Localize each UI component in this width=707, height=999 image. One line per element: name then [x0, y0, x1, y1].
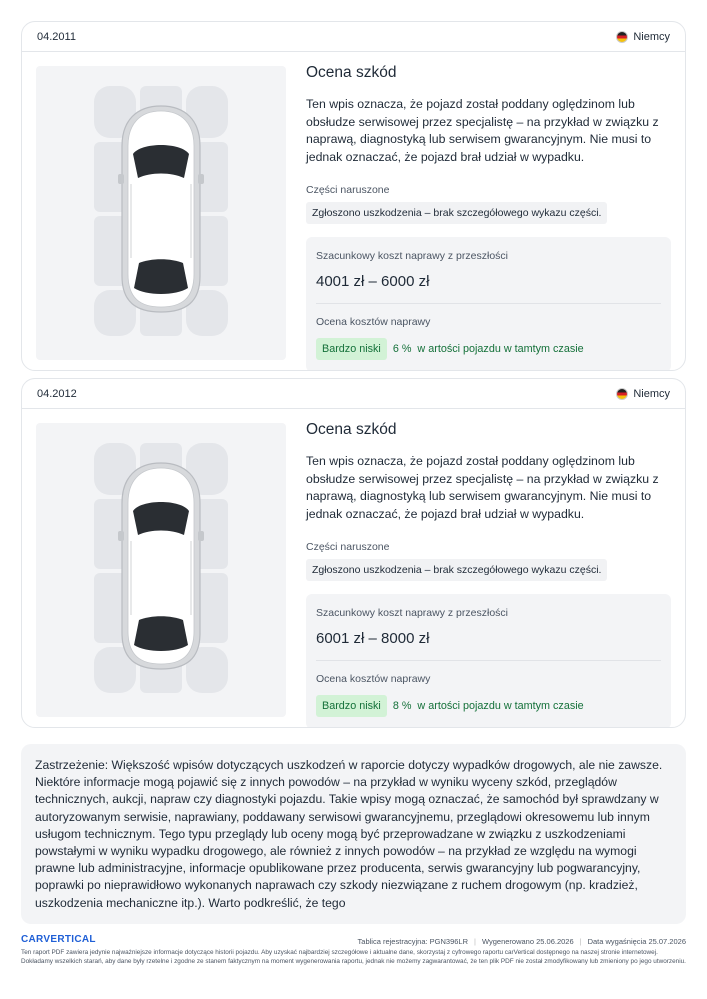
- car-damage-diagram: [36, 423, 286, 717]
- record-description: Ten wpis oznacza, że pojazd został poddany oględzinom lub obsłudze serwisowej przez specjalistę – na przykład w związku z naprawą, diagnostyką lub serwisem gwarancyjnym. Nie musi to jednak oznaczać, że pojazd brał udział w wypadku.: [306, 454, 659, 521]
- divider: [316, 660, 661, 661]
- separator: |: [579, 937, 582, 946]
- damage-record-card: [21, 378, 686, 728]
- footer-note: Ten raport PDF zawiera jedynie najważniejsze informacje dotyczące historii pojazdu. Aby uzyskać najbardziej szczegółowe i aktualne dane, skorzystaj z cyfrowego raportu carVertical dostępnego na naszej stronie internetowej. Dokładamy wszelkich starań, aby dane były rzetelne i zgodne ze stanem faktycznym na moment wygenerowania raportu, jednak nie możemy zagwarantować, że ten plik PDF nie został zmodyfikowany lub zmieniony po jego utworzeniu.: [21, 949, 686, 965]
- rating-tail: w artości pojazdu w tamtym czasie: [417, 343, 584, 355]
- record-description: Ten wpis oznacza, że pojazd został poddany oględzinom lub obsłudze serwisowej przez specjalistę – na przykład w związku z naprawą, diagnostyką lub serwisem gwarancyjnym. Nie musi to jednak oznaczać, że pojazd brał udział w wypadku.: [306, 97, 659, 164]
- cost-label: Szacunkowy koszt naprawy z przeszłości: [316, 250, 508, 262]
- car-damage-diagram: [36, 66, 286, 360]
- rating-badge: Bardzo niski: [316, 695, 387, 717]
- rating-percent: 8 %: [392, 700, 412, 712]
- divider: [316, 303, 661, 304]
- rating-percent: 6 %: [392, 343, 412, 355]
- page-footer: [21, 934, 686, 966]
- rating-tail: w artości pojazdu w tamtym czasie: [417, 700, 584, 712]
- rating-row: [316, 338, 661, 360]
- record-country: [616, 31, 670, 43]
- parts-label: Części naruszone: [306, 184, 390, 196]
- car-top-view-icon: [36, 423, 286, 717]
- parts-label: Części naruszone: [306, 541, 390, 553]
- car-top-view-icon: [36, 66, 286, 360]
- cost-value: 4001 zł – 6000 zł: [316, 273, 430, 290]
- card-header: [22, 379, 685, 409]
- cost-label: Szacunkowy koszt naprawy z przeszłości: [316, 607, 508, 619]
- damage-record-card: [21, 21, 686, 371]
- rating-row: [316, 695, 661, 717]
- carvertical-logo: CARVERTICAL: [21, 934, 96, 945]
- parts-value: Zgłoszono uszkodzenia – brak szczegółowego wykazu części.: [306, 202, 607, 224]
- disclaimer-box: [21, 744, 686, 924]
- record-content: [306, 66, 674, 371]
- country-label: Niemcy: [633, 30, 670, 43]
- record-content: [306, 423, 674, 728]
- germany-flag-icon: [616, 388, 628, 400]
- assessment-label: Ocena kosztów naprawy: [316, 673, 431, 685]
- generated-date: Wygenerowano 25.06.2026: [481, 937, 574, 946]
- parts-value: Zgłoszono uszkodzenia – brak szczegółowego wykazu części.: [306, 559, 607, 581]
- assessment-label: Ocena kosztów naprawy: [316, 316, 431, 328]
- disclaimer-text: Zastrzeżenie: Większość wpisów dotyczących uszkodzeń w raporcie dotyczy wypadków drogowych, ale nie zawsze. Niektóre informacje mogą pojawić się z innych powodów – na przykład w wyniku wyceny szkód, przeglądów technicznych, aukcji, napraw czy diagnostyki pojazdu. Takie wpisy mogą oznaczać, że samochód był sprawdzany w autoryzowanym serwisie, naprawiany, poddawany serwisowi gwarancyjnemu, przeglądowi okresowemu lub innym usługom technicznym. Tego typu przeglądy lub oceny mogą być przeprowadzane w związku z uszkodzeniami powstałymi w wyniku wypadku drogowego, ale również z innych powodów – na przykład ze względu na wymogi prawne lub administracyjne, informacje opublikowane przez producenta, serwis gwarancyjny lub pogwarancyjny, poprawki po nieprawidłowo wykonanych naprawach czy szkody niezwiązane z ruchem drogowym (np. kradzież, uszkodzenia mechaniczne itp.). Warto podkreślić, że tego: [35, 758, 663, 910]
- record-title: Ocena szkód: [306, 64, 397, 81]
- footer-meta: [358, 937, 686, 946]
- cost-panel: [306, 237, 671, 371]
- plate-number: Tablica rejestracyjna: PGN396LR: [357, 937, 469, 946]
- record-date: 04.2011: [37, 30, 76, 43]
- germany-flag-icon: [616, 31, 628, 43]
- record-country: [616, 388, 670, 400]
- cost-value: 6001 zł – 8000 zł: [316, 630, 430, 647]
- country-label: Niemcy: [633, 387, 670, 400]
- card-header: [22, 22, 685, 52]
- rating-badge: Bardzo niski: [316, 338, 387, 360]
- record-title: Ocena szkód: [306, 421, 397, 438]
- cost-panel: [306, 594, 671, 728]
- separator: |: [474, 937, 476, 946]
- record-date: 04.2012: [37, 387, 77, 400]
- expiry-date: Data wygaśnięcia 25.07.2026: [587, 937, 686, 946]
